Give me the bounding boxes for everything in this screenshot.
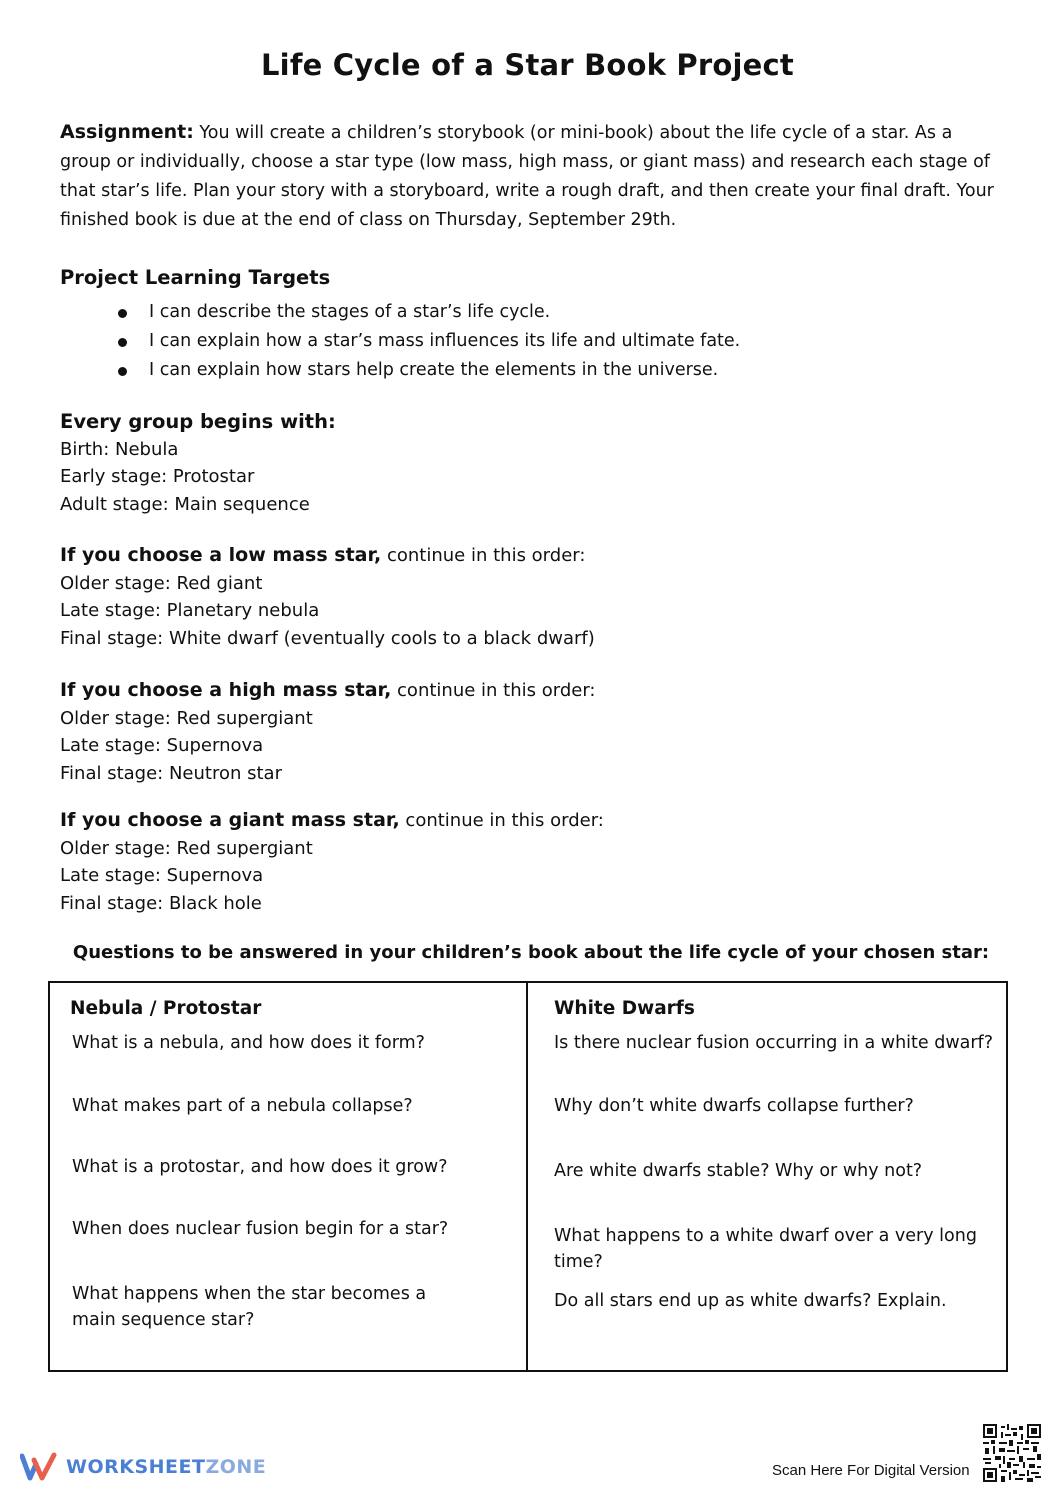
learning-target-text: I can explain how a star’s mass influences its life and ultimate fate.: [149, 331, 741, 351]
stage-line: Late stage: Supernova: [60, 735, 264, 756]
learning-target-text: I can describe the stages of a star’s life cycle.: [149, 302, 551, 322]
giant-mass-section: [60, 807, 604, 917]
question-item: What is a protostar, and how does it grow?: [72, 1157, 448, 1177]
giant-mass-heading-bold: If you choose a giant mass star,: [60, 809, 400, 831]
logo-w-icon: [20, 1452, 58, 1482]
white-dwarfs-column: [528, 983, 1006, 1370]
stage-line: Adult stage: Main sequence: [60, 493, 310, 515]
high-mass-section: [60, 677, 595, 787]
question-item: What makes part of a nebula collapse?: [72, 1096, 413, 1116]
low-mass-heading-rest: continue in this order:: [381, 545, 586, 566]
column-title: White Dwarfs: [554, 998, 695, 1019]
question-item: When does nuclear fusion begin for a star?: [72, 1219, 449, 1239]
qr-code-icon[interactable]: [983, 1424, 1041, 1482]
stage-line: Late stage: Supernova: [60, 865, 264, 886]
scan-caption: Scan Here For Digital Version: [772, 1462, 970, 1479]
stage-line: Older stage: Red supergiant: [60, 707, 313, 729]
stage-line: Final stage: White dwarf (eventually cools to a black dwarf): [60, 627, 595, 649]
nebula-protostar-column: [50, 983, 528, 1370]
stage-line: Early stage: Protostar: [60, 466, 255, 487]
assignment-label: Assignment:: [60, 121, 194, 143]
learning-target-item: [60, 298, 740, 327]
stage-line: Late stage: Planetary nebula: [60, 600, 320, 621]
stage-line: Final stage: Black hole: [60, 892, 262, 914]
assignment-paragraph: [60, 118, 1005, 235]
learning-target-text: I can explain how stars help create the elements in the universe.: [149, 360, 719, 380]
giant-mass-heading-rest: continue in this order:: [399, 810, 604, 831]
bullet-icon: [118, 338, 127, 347]
logo-text: [66, 1456, 266, 1478]
worksheetzone-logo: [20, 1452, 266, 1482]
questions-table: [48, 981, 1008, 1372]
high-mass-heading-rest: continue in this order:: [391, 680, 596, 701]
low-mass-heading-bold: If you choose a low mass star,: [60, 544, 382, 566]
logo-text-part1: WORKSHEET: [66, 1456, 206, 1478]
question-item: What is a nebula, and how does it form?: [72, 1033, 425, 1053]
stage-line: Older stage: Red giant: [60, 572, 263, 594]
assignment-text: You will create a children’s storybook (or mini-book) about the life cycle of a star. As a group or individually, choose a star type (low mass, high mass, or giant mass) and research each stage of that star’s life. Plan your story with a storyboard, write a rough draft, and then create your final draft. Your finished book is due at the end of class on Thursday, September 29th.: [60, 123, 994, 230]
learning-target-item: [60, 327, 740, 356]
high-mass-heading: [60, 677, 595, 705]
high-mass-heading-bold: If you choose a high mass star,: [60, 679, 392, 701]
question-item: Is there nuclear fusion occurring in a white dwarf?: [554, 1033, 994, 1053]
stage-line: Birth: Nebula: [60, 438, 179, 460]
question-item: Why don’t white dwarfs collapse further?: [554, 1096, 914, 1116]
logo-text-part2: ZONE: [205, 1456, 267, 1478]
giant-mass-heading: [60, 807, 604, 835]
bullet-icon: [118, 367, 127, 376]
low-mass-section: [60, 542, 595, 652]
every-group-section: [60, 408, 336, 518]
question-item: What happens when the star becomes a main sequence star?: [72, 1284, 427, 1330]
column-title: Nebula / Protostar: [70, 998, 262, 1019]
question-item: Do all stars end up as white dwarfs? Explain.: [554, 1291, 947, 1311]
stage-line: Final stage: Neutron star: [60, 762, 282, 784]
questions-heading: Questions to be answered in your children’s book about the life cycle of your chosen star:: [72, 942, 990, 963]
learning-targets-heading: Project Learning Targets: [60, 266, 331, 289]
page-title: Life Cycle of a Star Book Project: [261, 48, 794, 82]
learning-target-item: [60, 356, 740, 385]
low-mass-heading: [60, 542, 595, 570]
stage-line: Older stage: Red supergiant: [60, 837, 313, 859]
learning-targets-list: [60, 298, 740, 385]
question-item: What happens to a white dwarf over a very long time?: [554, 1226, 977, 1272]
question-item: Are white dwarfs stable? Why or why not?: [554, 1161, 923, 1181]
bullet-icon: [118, 309, 127, 318]
every-group-heading: Every group begins with:: [60, 410, 336, 433]
